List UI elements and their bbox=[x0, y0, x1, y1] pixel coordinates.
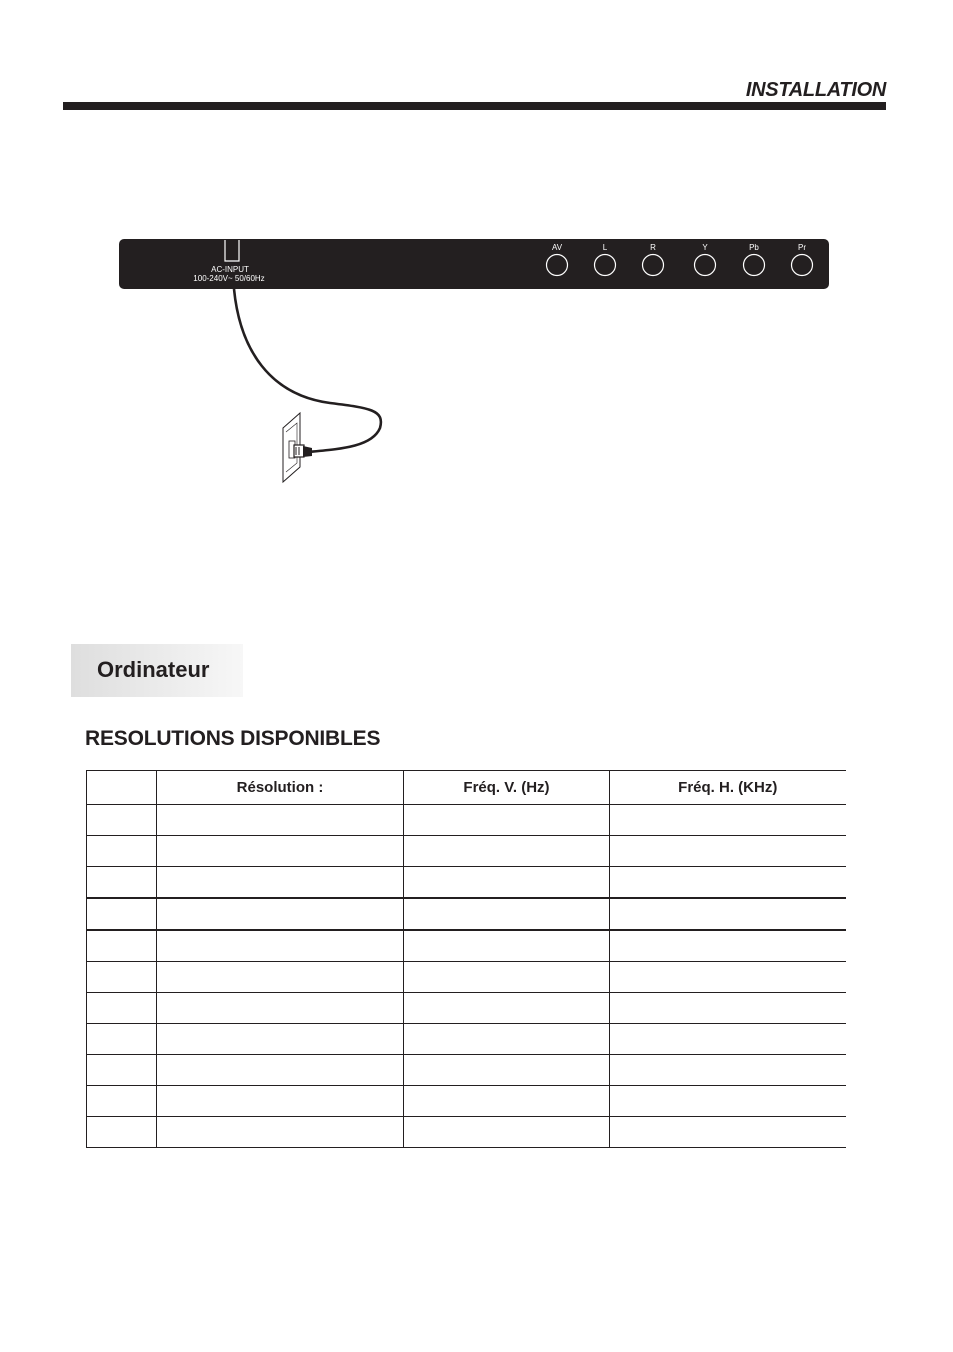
jack-label: L bbox=[602, 243, 608, 252]
table-cell bbox=[610, 898, 846, 930]
table-cell bbox=[87, 993, 157, 1024]
table-cell bbox=[157, 1117, 404, 1148]
table-cell bbox=[157, 805, 404, 836]
table-cell bbox=[87, 1055, 157, 1086]
table-cell bbox=[157, 962, 404, 993]
table-row bbox=[87, 962, 846, 993]
table-cell bbox=[87, 836, 157, 867]
table-cell bbox=[610, 867, 846, 899]
table-cell bbox=[157, 1024, 404, 1055]
table-cell bbox=[87, 1024, 157, 1055]
table-cell bbox=[610, 836, 846, 867]
table-cell bbox=[404, 805, 610, 836]
table-cell bbox=[610, 1024, 846, 1055]
table-cell bbox=[404, 993, 610, 1024]
jack-label: Y bbox=[702, 243, 708, 252]
table-cell bbox=[610, 805, 846, 836]
column-header-vfreq: Fréq. V. (Hz) bbox=[404, 771, 610, 805]
table-cell bbox=[87, 867, 157, 899]
table-cell bbox=[87, 1086, 157, 1117]
table-cell bbox=[610, 993, 846, 1024]
table-cell bbox=[404, 1055, 610, 1086]
table-row bbox=[87, 1055, 846, 1086]
table-row bbox=[87, 930, 846, 962]
ac-connection-diagram bbox=[0, 0, 953, 520]
ac-input-label: AC-INPUT bbox=[211, 265, 249, 274]
ac-input-spec: 100-240V~ 50/60Hz bbox=[193, 274, 265, 283]
resolutions-heading: RESOLUTIONS DISPONIBLES bbox=[85, 727, 381, 750]
column-header bbox=[87, 771, 157, 805]
power-cord bbox=[234, 289, 381, 452]
jack-label: Pr bbox=[798, 243, 806, 252]
table-cell bbox=[404, 898, 610, 930]
page-header-title: INSTALLATION bbox=[745, 79, 886, 101]
table-cell bbox=[404, 1086, 610, 1117]
table-cell bbox=[87, 1117, 157, 1148]
section-title: Ordinateur bbox=[97, 657, 210, 682]
table-cell bbox=[157, 867, 404, 899]
table-row bbox=[87, 805, 846, 836]
section-tab-ordinateur bbox=[71, 644, 243, 697]
table-row bbox=[87, 867, 846, 899]
table-cell bbox=[157, 993, 404, 1024]
table-cell bbox=[157, 1086, 404, 1117]
table-row bbox=[87, 1086, 846, 1117]
table-cell bbox=[87, 898, 157, 930]
table-cell bbox=[157, 930, 404, 962]
jack-label: AV bbox=[551, 243, 563, 252]
table-cell bbox=[404, 836, 610, 867]
wall-outlet-icon bbox=[283, 413, 312, 482]
table-cell bbox=[404, 930, 610, 962]
table-row bbox=[87, 1024, 846, 1055]
table-cell bbox=[404, 962, 610, 993]
column-header-hfreq: Fréq. H. (KHz) bbox=[610, 771, 846, 805]
table-row bbox=[87, 898, 846, 930]
table-row bbox=[87, 836, 846, 867]
table-cell bbox=[157, 898, 404, 930]
table-cell bbox=[610, 962, 846, 993]
table-cell bbox=[404, 1117, 610, 1148]
table-cell bbox=[87, 962, 157, 993]
table-cell bbox=[87, 930, 157, 962]
jack-label: Pb bbox=[749, 243, 759, 252]
table-cell bbox=[610, 1117, 846, 1148]
resolutions-table bbox=[86, 770, 846, 1148]
table-cell bbox=[157, 1055, 404, 1086]
table-header-row bbox=[87, 771, 846, 805]
column-header-resolution: Résolution : bbox=[157, 771, 404, 805]
jack-label: R bbox=[650, 243, 656, 252]
table-row bbox=[87, 993, 846, 1024]
table-cell bbox=[610, 1055, 846, 1086]
table-cell bbox=[404, 867, 610, 899]
table-cell bbox=[404, 1024, 610, 1055]
table-cell bbox=[610, 1086, 846, 1117]
table-cell bbox=[157, 836, 404, 867]
table-row bbox=[87, 1117, 846, 1148]
table-cell bbox=[610, 930, 846, 962]
table-cell bbox=[87, 805, 157, 836]
